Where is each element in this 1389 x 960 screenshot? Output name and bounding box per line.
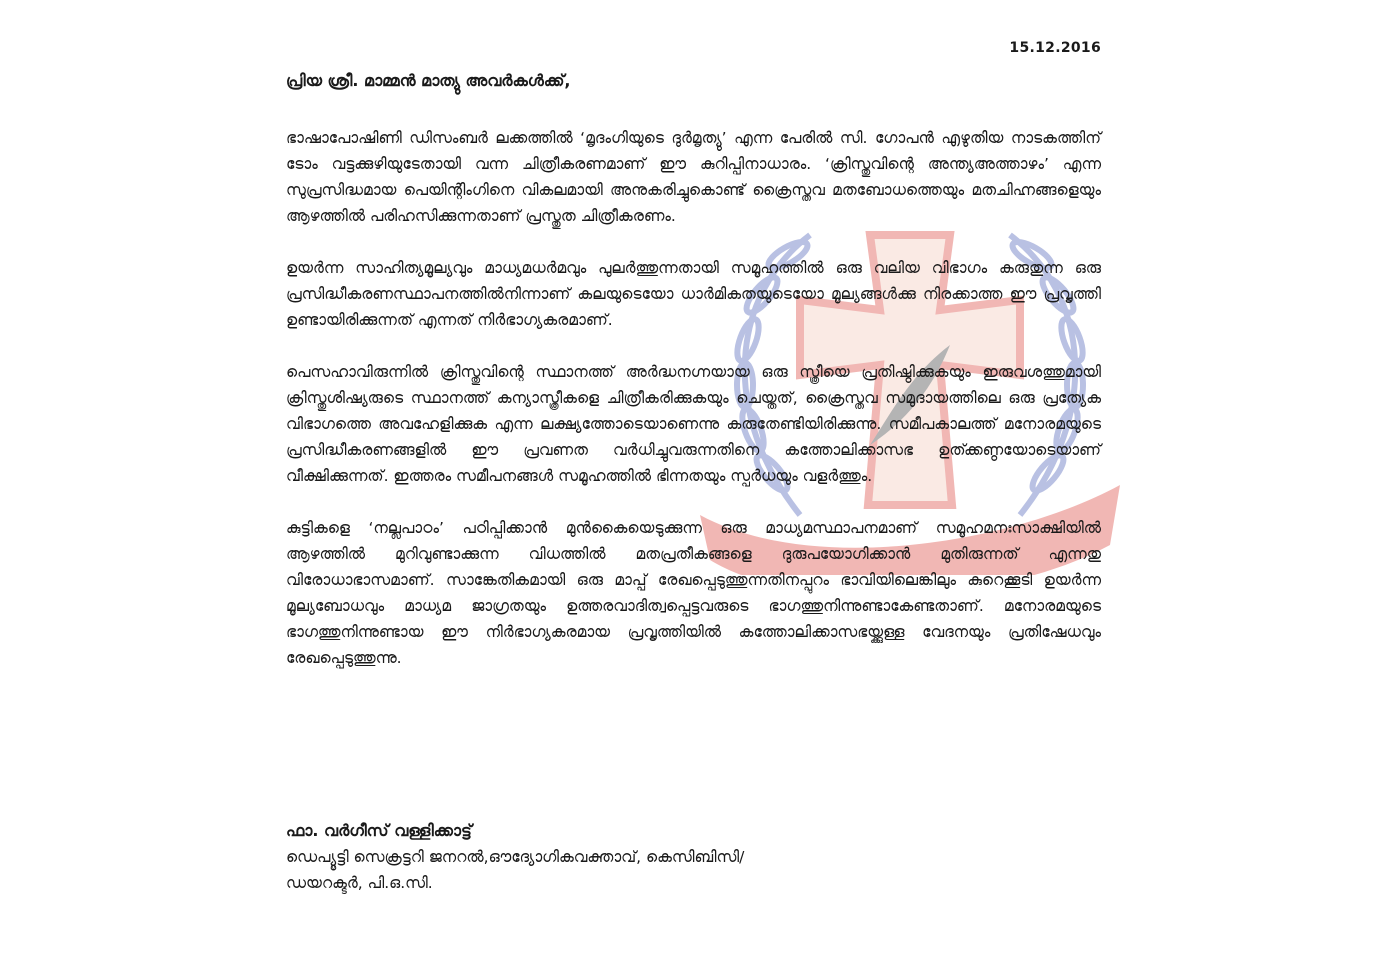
signatory-title-line-1: ഡെപ്യൂട്ടി സെക്രട്ടറി ജനറൽ,ഔദ്യോഗികവക്താവ്, കെസിബിസി/ — [286, 848, 745, 866]
paragraph-2: ഉയർന്ന സാഹിത്യമൂല്യവും മാധ്യമധർമവും പുലർത്തുന്നതായി സമൂഹത്തിൽ ഒരു വലിയ വിഭാഗം കരുതുന്ന ഒരു പ്രസിദ്ധീകരണസ്ഥാപനത്തിൽനിന്നാണ് കലയുടെയോ ധാർമികതയുടെയോ മൂല്യങ്ങൾക്കു നിരക്കാത്ത ഈ പ്രവൃത്തി ഉണ്ടായിരിക്കുന്നത് എന്നത് നിർഭാഗ്യകരമാണ്. — [286, 259, 1101, 329]
paragraph-3: പെസഹാവിരുന്നിൽ ക്രിസ്തുവിന്റെ സ്ഥാനത്ത് അർദ്ധനഗ്നയായ ഒരു സ്ത്രീയെ പ്രതിഷ്ഠിക്കുകയും ഇരുവശത്തുമായി ക്രിസ്തുശിഷ്യരുടെ സ്ഥാനത്ത് കന്യാസ്ത്രീകളെ ചിത്രീകരിക്കുകയും ചെയ്തത്, ക്രൈസ്തവ സമുദായത്തിലെ ഒരു പ്രത്യേക വിഭാഗത്തെ അവഹേളിക്കുക എന്ന ലക്ഷ്യത്തോടെയാണെന്നു കരുതേണ്ടിയിരിക്കുന്നു. സമീപകാലത്ത് മനോരമയുടെ പ്രസിദ്ധീകരണങ്ങളിൽ ഈ പ്രവണത വർധിച്ചുവരുന്നതിനെ കത്തോലിക്കാസഭ ഉത്ക്കണ്ഠയോടെയാണ് വീക്ഷിക്കുന്നത്. ഇത്തരം സമീപനങ്ങൾ സമൂഹത്തിൽ ഭിന്നതയും സ്പർധയും വളർത്തും. — [286, 363, 1101, 485]
salutation: പ്രിയ ശ്രീ. മാമ്മൻ മാത്യു അവർകൾക്ക്, — [286, 71, 571, 90]
letter-date: 15.12.2016 — [1009, 40, 1101, 56]
paragraph-4: കുട്ടികളെ ‘നല്ലപാഠം’ പഠിപ്പിക്കാൻ മുൻകൈയെടുക്കുന്ന ഒരു മാധ്യമസ്ഥാപനമാണ് സമൂഹമനഃസാക്ഷിയിൽ ആഴത്തിൽ മുറിവുണ്ടാക്കുന്ന വിധത്തിൽ മതപ്രതീകങ്ങളെ ദുരുപയോഗിക്കാൻ മുതിരുന്നത് എന്നതു വിരോധാഭാസമാണ്. സാങ്കേതികമായി ഒരു മാപ്പ് രേഖപ്പെടുത്തുന്നതിനപ്പുറം ഭാവിയിലെങ്കിലും കുറെക്കൂടി ഉയർന്ന മൂല്യബോധവും മാധ്യമ ജാഗ്രതയും ഉത്തരവാദിത്വപ്പെട്ടവരുടെ ഭാഗത്തുനിന്നുണ്ടാകേണ്ടതാണ്. മനോരമയുടെ ഭാഗത്തുനിന്നുണ്ടായ ഈ നിർഭാഗ്യകരമായ പ്രവൃത്തിയിൽ കത്തോലിക്കാസഭയ്ക്കുള്ള വേദനയും പ്രതിഷേധവും രേഖപ്പെടുത്തുന്നു. — [286, 519, 1101, 667]
letter-page — [286, 40, 1101, 892]
paragraph-1: ഭാഷാപോഷിണി ഡിസംബർ ലക്കത്തിൽ ‘മൃദംഗിയുടെ ദുർമൃത്യു’ എന്ന പേരിൽ സി. ഗോപൻ എഴുതിയ നാടകത്തിന് ടോം വട്ടക്കുഴിയുടേതായി വന്ന ചിത്രീകരണമാണ് ഈ കുറിപ്പിനാധാരം. ‘ക്രിസ്തുവിന്റെ അന്ത്യഅത്താഴം’ എന്ന സുപ്രസിദ്ധമായ പെയിന്റിംഗിനെ വികലമായി അനുകരിച്ചുകൊണ്ട് ക്രൈസ്തവ മതബോധത്തെയും മതചിഹ്നങ്ങളെയും ആഴത്തിൽ പരിഹസിക്കുന്നതാണ് പ്രസ്തുത ചിത്രീകരണം. — [286, 129, 1101, 225]
signatory-name: ഫാ. വർഗീസ് വള്ളിക്കാട്ട് — [286, 821, 472, 840]
signatory-title-line-2: ഡയറക്ടർ, പി.ഒ.സി. — [286, 874, 433, 892]
signature-block — [286, 818, 744, 896]
